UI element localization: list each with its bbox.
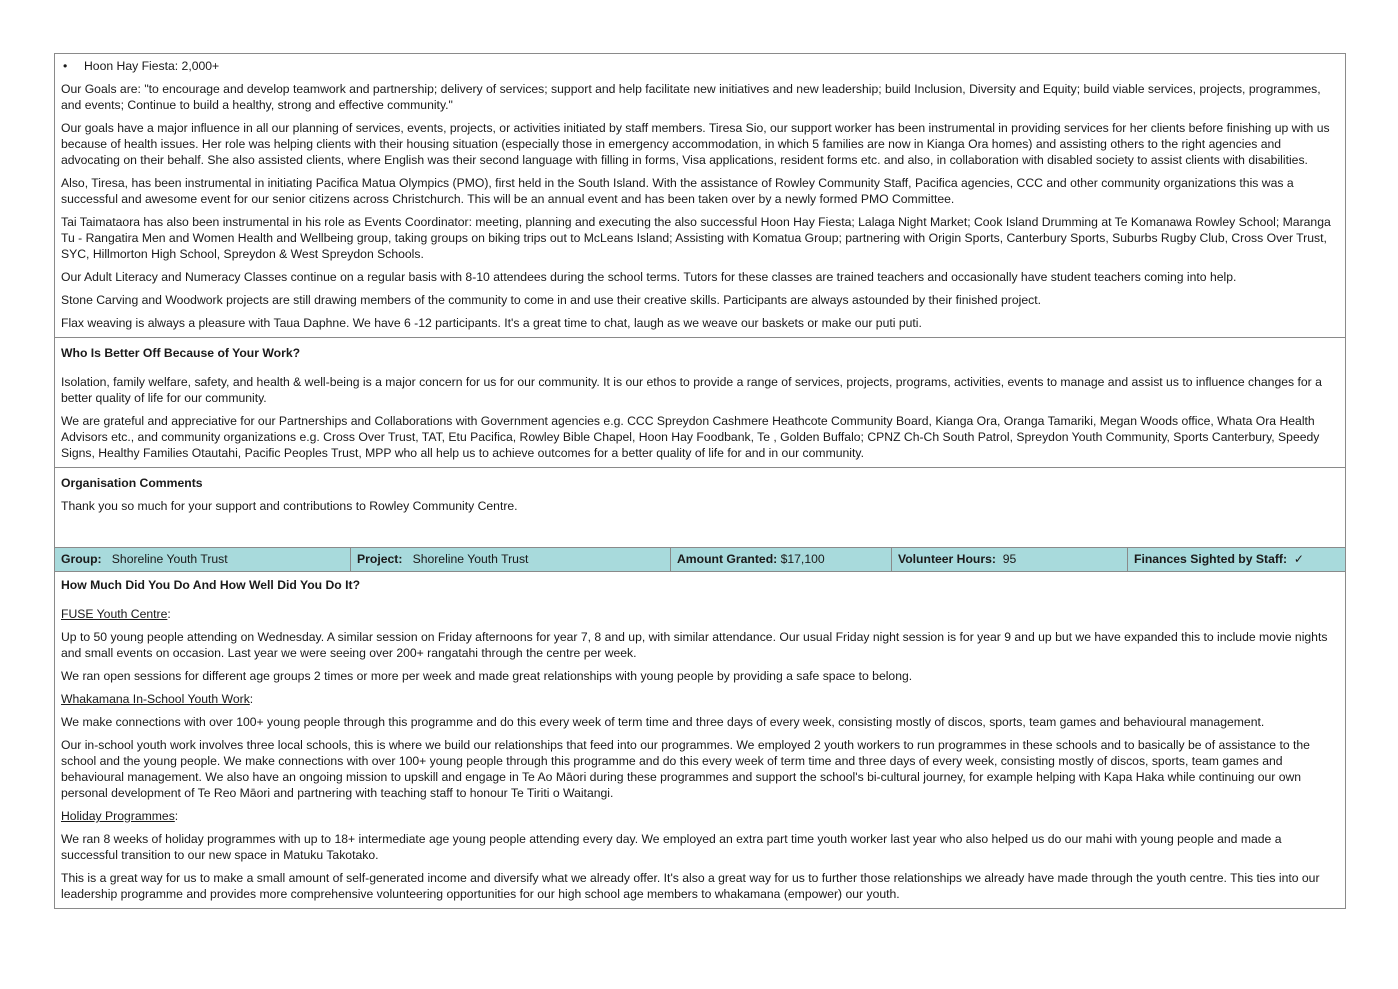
subsection-title: Whakamana In-School Youth Work: xyxy=(61,692,254,706)
amount-value: $17,100 xyxy=(780,552,825,566)
paragraph: Flax weaving is always a pleasure with Taua Daphne. We have 6 -12 participants. It's a great time to chat, laugh as we weave our baskets or make our puti puti. xyxy=(61,316,922,330)
whakamana-title: Whakamana In-School Youth Work xyxy=(61,692,250,706)
paragraph: Stone Carving and Woodwork projects are still drawing members of the community to come in and use their creative skills. Participants are always astounded by their finished project. xyxy=(61,293,1041,307)
project-value: Shoreline Youth Trust xyxy=(412,552,529,566)
paragraph: Our in-school youth work involves three local schools, this is where we build our relationships that feed into our programmes. We employed 2 youth workers to run programmes in these schools and to basically be of assistance to the school and the young people. We make connections with over 100+ young people through this programme and do this every week of term time and three days of every week, consisting mostly of discos, sports, team games and behavioural management. We also have an ongoing mission to upskill and engage in Te Ao Māori during these programmes and support the school's bi-cultural journey, for example helping with Kapa Haka while continuing our own personal development of Te Reo Māori and partnering with teaching staff to honour Te Tiriti o Waitangi. xyxy=(61,738,1310,800)
paragraph: Up to 50 young people attending on Wednesday. A similar session on Friday afternoons for year 7, 8 and up, with similar attendance. Our usual Friday night session is for year 9 and up but we have expanded this to include movie nights and small events on occasion. Last year we were seeing over 200+ rangatahi through the centre per week. xyxy=(61,630,1328,660)
project-cell xyxy=(351,548,671,571)
bullet-item xyxy=(61,58,1339,74)
finances-cell xyxy=(1128,548,1345,571)
report-document xyxy=(54,53,1346,909)
paragraph: Tai Taimataora has also been instrumental in his role as Events Coordinator: meeting, planning and executing the also successful Hoon Hay Fiesta; Lalaga Night Market; Cook Island Drumming at Te Komanawa Rowley School; Maranga Tu - Rangatira Men and Women Health and Wellbeing group, taking groups on biking trips out to McLeans Island; Assisting with Komatua Group; partnering with Origin Sports, Canterbury Sports, Suburbs Rugby Club, Cross Over Trust, SYC, Hillmorton High School, Spreydon & West Spreydon Schools. xyxy=(61,215,1331,261)
finances-label: Finances Sighted by Staff: xyxy=(1134,552,1288,566)
hours-label: Volunteer Hours: xyxy=(898,552,996,566)
bullet-icon: • xyxy=(63,59,68,73)
paragraph: We ran open sessions for different age groups 2 times or more per week and made great relationships with young people by providing a safe space to belong. xyxy=(61,669,913,683)
amount-label: Amount Granted: xyxy=(677,552,778,566)
goals-section xyxy=(55,54,1345,338)
fuse-title: FUSE Youth Centre xyxy=(61,607,168,621)
paragraph: Our goals have a major influence in all our planning of services, events, projects, or activities initiated by staff members. Tiresa Sio, our support worker has been instrumental in providing services for her clients before finishing up with us because of health issues. Her role was helping clients with their housing situation (especially those in emergency accommodation, in which 5 families are now in Kianga Ora homes) and assisting others to the right agencies and advocating on their behalf. She also assisted clients, where English was their second language with filling in forms, Visa applications, resident forms etc. and also, in collaboration with disabled society to assist clients with disabilities. xyxy=(61,121,1330,167)
paragraph: We make connections with over 100+ young people through this programme and do this every week of term time and three days of every week, consisting mostly of discos, sports, team games and behavioural management. xyxy=(61,715,1265,729)
subsection-title: FUSE Youth Centre: xyxy=(61,607,171,621)
paragraph: Thank you so much for your support and contributions to Rowley Community Centre. xyxy=(61,499,518,513)
section-heading: Organisation Comments xyxy=(61,476,203,490)
paragraph: We are grateful and appreciative for our Partnerships and Collaborations with Government agencies e.g. CCC Spreydon Cashmere Heathcote Community Board, Kianga Ora, Oranga Tamariki, Megan Woods office, Whata Ora Health Advisors etc., and community organizations e.g. Cross Over Trust, TAT, Etu Pacifica, Rowley Bible Chapel, Hoon Hay Foodbank, Te , Golden Buffalo; CPNZ Ch-Ch South Patrol, Spreydon Youth Community, Sports Canterbury, Speedy Signs, Healthy Families Otautahi, Pacific Peoples Trust, MPP who all help us to achieve outcomes for a better quality of life for and in our community. xyxy=(61,414,1320,460)
hours-cell xyxy=(892,548,1128,571)
organisation-comments-section xyxy=(55,468,1345,547)
grant-info-row xyxy=(55,547,1345,572)
paragraph: Isolation, family welfare, safety, and health & well-being is a major concern for us for our community. It is our ethos to provide a range of services, projects, programs, activities, events to manage and assist us to influence changes for a better quality of life for our community. xyxy=(61,375,1322,405)
holiday-title: Holiday Programmes xyxy=(61,809,175,823)
paragraph: Also, Tiresa, has been instrumental in initiating Pacifica Matua Olympics (PMO), first held in the South Island. With the assistance of Rowley Community Staff, Pacifica agencies, CCC and other community organizations this was a successful and awesome event for our senior citizens across Christchurch. This will be an annual event and has been taken over by a newly formed PMO Committee. xyxy=(61,176,1294,206)
paragraph: This is a great way for us to make a small amount of self-generated income and diversify what we already offer. It's also a great way for us to further those relationships we already have made through the youth centre. This ties into our leadership programme and provides more comprehensive volunteering opportunities for our high school age members to whakamana (empower) our youth. xyxy=(61,871,1320,901)
hours-value: 95 xyxy=(1002,552,1017,566)
paragraph: Our Goals are: "to encourage and develop teamwork and partnership; delivery of services; support and help facilitate new initiatives and new leadership; build Inclusion, Diversity and Equity; build viable services, projects, programmes, and events; Continue to build a healthy, strong and effective community." xyxy=(61,82,1321,112)
how-much-section xyxy=(55,572,1345,908)
project-label: Project: xyxy=(357,552,403,566)
group-label: Group: xyxy=(61,552,102,566)
group-cell xyxy=(55,548,351,571)
amount-cell xyxy=(671,548,892,571)
checkmark-icon: ✓ xyxy=(1293,552,1305,566)
section-heading: How Much Did You Do And How Well Did You Do It? xyxy=(61,578,361,592)
paragraph: Our Adult Literacy and Numeracy Classes continue on a regular basis with 8-10 attendees during the school terms. Tutors for these classes are trained teachers and occasionally have student teachers coming into help. xyxy=(61,270,1237,284)
bullet-text: Hoon Hay Fiesta: 2,000+ xyxy=(84,59,220,73)
better-off-section xyxy=(55,338,1345,468)
paragraph: We ran 8 weeks of holiday programmes with up to 18+ intermediate age young people attending every day. We employed an extra part time youth worker last year who also helped us do our mahi with young people and made a successful transition to our new space in Matuku Takotako. xyxy=(61,832,1282,862)
section-heading: Who Is Better Off Because of Your Work? xyxy=(61,346,301,360)
group-value: Shoreline Youth Trust xyxy=(111,552,228,566)
subsection-title: Holiday Programmes: xyxy=(61,809,179,823)
